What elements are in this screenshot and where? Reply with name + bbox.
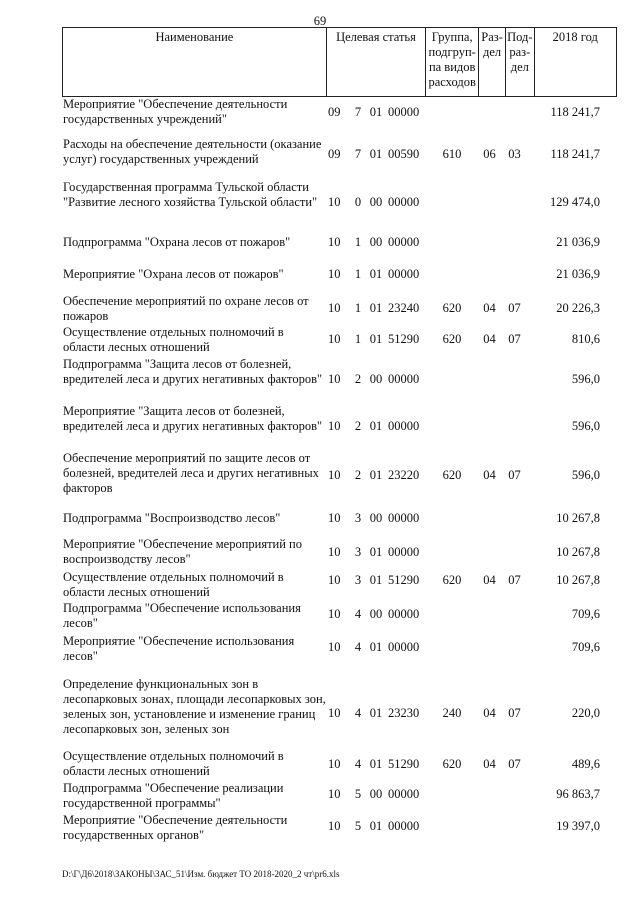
row-section: 06 — [483, 147, 496, 161]
row-subsection: 07 — [508, 301, 521, 315]
row-section: 04 — [483, 468, 496, 482]
row-code-program: 10 — [328, 195, 341, 209]
row-code-subprogram: 1 — [354, 267, 362, 281]
row-section: 04 — [483, 706, 496, 720]
row-code-program: 10 — [328, 235, 341, 249]
row-name: Подпрограмма "Охрана лесов от пожаров" — [63, 235, 291, 249]
row-code-event: 01 — [369, 147, 383, 161]
row-code-subprogram: 4 — [354, 757, 362, 771]
row-sum: 596,0 — [571, 372, 600, 386]
row-code-subprogram: 3 — [354, 545, 362, 559]
header-group-line: подгруп- — [428, 45, 476, 59]
row-code-direction: 00000 — [388, 607, 420, 621]
row-code-event: 00 — [369, 787, 383, 801]
row-sum: 118 241,7 — [550, 105, 600, 119]
row-code-subprogram: 5 — [354, 819, 362, 833]
row-code-program: 10 — [328, 640, 341, 654]
row-group: 610 — [442, 147, 462, 161]
row-section: 04 — [483, 757, 496, 771]
row-group: 620 — [442, 468, 462, 482]
row-code-event: 01 — [369, 301, 383, 315]
header-section — [479, 28, 506, 97]
row-code-event: 01 — [369, 819, 383, 833]
page-number: 69 — [313, 14, 327, 28]
row-name: Определение функциональных зон в лесопарковых зонах, площади лесопарковых зон, зеленых зон, установление и изменение границ лесопарковых зон, зеленых зон — [63, 677, 326, 736]
row-name: Мероприятие "Защита лесов от болезней, вредителей леса и других негативных факторов" — [63, 404, 323, 433]
row-sum: 10 267,8 — [556, 545, 600, 559]
row-name: Мероприятие "Обеспечение деятельности государственных учреждений" — [63, 97, 288, 126]
row-code-event: 01 — [369, 332, 383, 346]
row-code-program: 10 — [328, 301, 341, 315]
header-group-line: Группа, — [431, 30, 473, 44]
row-code-direction: 00000 — [388, 235, 420, 249]
row-name: Мероприятие "Охрана лесов от пожаров" — [63, 267, 284, 281]
row-sum: 21 036,9 — [556, 235, 600, 249]
row-code-event: 01 — [369, 545, 383, 559]
header-section-line: дел — [483, 45, 502, 59]
row-code-subprogram: 2 — [354, 372, 362, 386]
row-code-direction: 23220 — [388, 468, 420, 482]
row-code-program: 10 — [328, 468, 341, 482]
header-subsection-line: Под- — [507, 30, 533, 44]
row-code-direction: 00000 — [388, 511, 420, 525]
row-code-subprogram: 4 — [354, 706, 362, 720]
row-name: Обеспечение мероприятий по защите лесов от болезней, вредителей леса и других негативных факторов — [63, 451, 319, 495]
row-code-program: 10 — [328, 607, 341, 621]
row-subsection: 07 — [508, 757, 521, 771]
table-header — [62, 27, 617, 97]
row-code-event: 01 — [369, 105, 383, 119]
header-name: Наименование — [63, 28, 327, 97]
row-section: 04 — [483, 573, 496, 587]
header-section-line: Раз- — [481, 30, 503, 44]
row-section: 04 — [483, 332, 496, 346]
row-sum: 709,6 — [571, 640, 600, 654]
row-code-event: 01 — [369, 267, 383, 281]
row-subsection: 07 — [508, 573, 521, 587]
row-code-event: 01 — [369, 468, 383, 482]
row-code-program: 10 — [328, 706, 341, 720]
row-code-program: 10 — [328, 372, 341, 386]
row-code-program: 10 — [328, 267, 341, 281]
row-code-direction: 23240 — [388, 301, 420, 315]
row-code-direction: 00000 — [388, 819, 420, 833]
row-sum: 129 474,0 — [550, 195, 600, 209]
row-name: Подпрограмма "Защита лесов от болезней, вредителей леса и других негативных факторов" — [63, 357, 323, 386]
row-name: Подпрограмма "Обеспечение реализации государственной программы" — [63, 781, 284, 810]
row-code-program: 10 — [328, 787, 341, 801]
row-group: 620 — [442, 757, 462, 771]
row-code-direction: 00000 — [388, 545, 420, 559]
row-code-direction: 00000 — [388, 105, 420, 119]
row-name: Осуществление отдельных полномочий в области лесных отношений — [63, 749, 284, 778]
header-subsection — [506, 28, 534, 97]
row-code-subprogram: 5 — [354, 787, 362, 801]
row-code-event: 01 — [369, 706, 383, 720]
row-name: Мероприятие "Обеспечение использования лесов" — [63, 634, 295, 663]
row-code-subprogram: 4 — [354, 640, 362, 654]
row-sum: 709,6 — [571, 607, 600, 621]
row-name: Государственная программа Тульской области "Развитие лесного хозяйства Тульской области" — [63, 180, 318, 209]
row-code-event: 00 — [369, 195, 383, 209]
header-group-line: па видов — [428, 60, 476, 74]
row-code-program: 10 — [328, 511, 341, 525]
row-sum: 10 267,8 — [556, 573, 600, 587]
row-name: Подпрограмма "Обеспечение использования лесов" — [63, 601, 301, 630]
row-name: Мероприятие "Обеспечение мероприятий по воспроизводству лесов" — [63, 537, 302, 566]
row-code-subprogram: 3 — [354, 511, 362, 525]
row-code-direction: 00000 — [388, 419, 420, 433]
row-code-direction: 51290 — [388, 332, 420, 346]
row-code-direction: 00000 — [388, 787, 420, 801]
row-sum: 20 226,3 — [556, 301, 600, 315]
row-code-event: 00 — [369, 235, 383, 249]
row-code-program: 09 — [328, 105, 341, 119]
row-name: Подпрограмма "Воспроизводство лесов" — [63, 511, 281, 525]
row-code-subprogram: 4 — [354, 607, 362, 621]
row-code-event: 00 — [369, 607, 383, 621]
row-code-subprogram: 3 — [354, 573, 362, 587]
row-sum: 19 397,0 — [556, 819, 600, 833]
row-code-event: 00 — [369, 372, 383, 386]
header-subsection-line: дел — [510, 60, 529, 74]
row-code-subprogram: 7 — [354, 105, 362, 119]
row-code-event: 01 — [369, 419, 383, 433]
row-code-event: 00 — [369, 511, 383, 525]
row-code-event: 01 — [369, 757, 383, 771]
row-sum: 118 241,7 — [550, 147, 600, 161]
row-code-direction: 00000 — [388, 267, 420, 281]
row-name: Мероприятие "Обеспечение деятельности государственных органов" — [63, 813, 288, 842]
row-code-subprogram: 2 — [354, 419, 362, 433]
row-sum: 810,6 — [571, 332, 600, 346]
row-name: Обеспечение мероприятий по охране лесов от пожаров — [63, 294, 309, 323]
header-group-line: расходов — [428, 75, 476, 89]
row-sum: 21 036,9 — [556, 267, 600, 281]
row-code-subprogram: 1 — [354, 332, 362, 346]
row-code-direction: 00000 — [388, 195, 420, 209]
row-sum: 10 267,8 — [556, 511, 600, 525]
row-code-program: 09 — [328, 147, 341, 161]
header-target: Целевая статья — [326, 28, 425, 97]
row-group: 240 — [442, 706, 462, 720]
row-subsection: 07 — [508, 468, 521, 482]
row-group: 620 — [442, 332, 462, 346]
row-sum: 220,0 — [571, 706, 600, 720]
row-sum: 489,6 — [571, 757, 600, 771]
header-year: 2018 год — [534, 28, 616, 97]
row-code-program: 10 — [328, 819, 341, 833]
row-code-program: 10 — [328, 332, 341, 346]
row-code-direction: 00590 — [388, 147, 420, 161]
row-section: 04 — [483, 301, 496, 315]
row-sum: 96 863,7 — [556, 787, 600, 801]
row-code-subprogram: 1 — [354, 301, 362, 315]
header-subsection-line: раз- — [509, 45, 531, 59]
row-code-subprogram: 0 — [354, 195, 362, 209]
row-code-program: 10 — [328, 545, 341, 559]
row-code-program: 10 — [328, 757, 341, 771]
row-code-event: 01 — [369, 573, 383, 587]
row-subsection: 07 — [508, 706, 521, 720]
row-name: Расходы на обеспечение деятельности (оказание услуг) государственных учреждений — [63, 137, 322, 166]
row-code-program: 10 — [328, 573, 341, 587]
row-sum: 596,0 — [571, 468, 600, 482]
row-subsection: 07 — [508, 332, 521, 346]
row-code-subprogram: 2 — [354, 468, 362, 482]
row-name: Осуществление отдельных полномочий в области лесных отношений — [63, 570, 284, 599]
row-code-direction: 00000 — [388, 640, 420, 654]
row-code-direction: 51290 — [388, 757, 420, 771]
row-code-subprogram: 1 — [354, 235, 362, 249]
row-subsection: 03 — [508, 147, 521, 161]
row-code-program: 10 — [328, 419, 341, 433]
row-code-direction: 23230 — [388, 706, 420, 720]
row-code-event: 01 — [369, 640, 383, 654]
row-name: Осуществление отдельных полномочий в области лесных отношений — [63, 325, 284, 354]
header-group — [426, 28, 479, 97]
file-path-footer: D:\Г\Д6\2018\ЗАКОНЫ\ЗАС_51\Изм. бюджет ТО 2018-2020_2 чт\pr6.xls — [62, 869, 340, 879]
row-code-subprogram: 7 — [354, 147, 362, 161]
row-group: 620 — [442, 573, 462, 587]
row-sum: 596,0 — [571, 419, 600, 433]
row-code-direction: 51290 — [388, 573, 420, 587]
row-group: 620 — [442, 301, 462, 315]
row-code-direction: 00000 — [388, 372, 420, 386]
